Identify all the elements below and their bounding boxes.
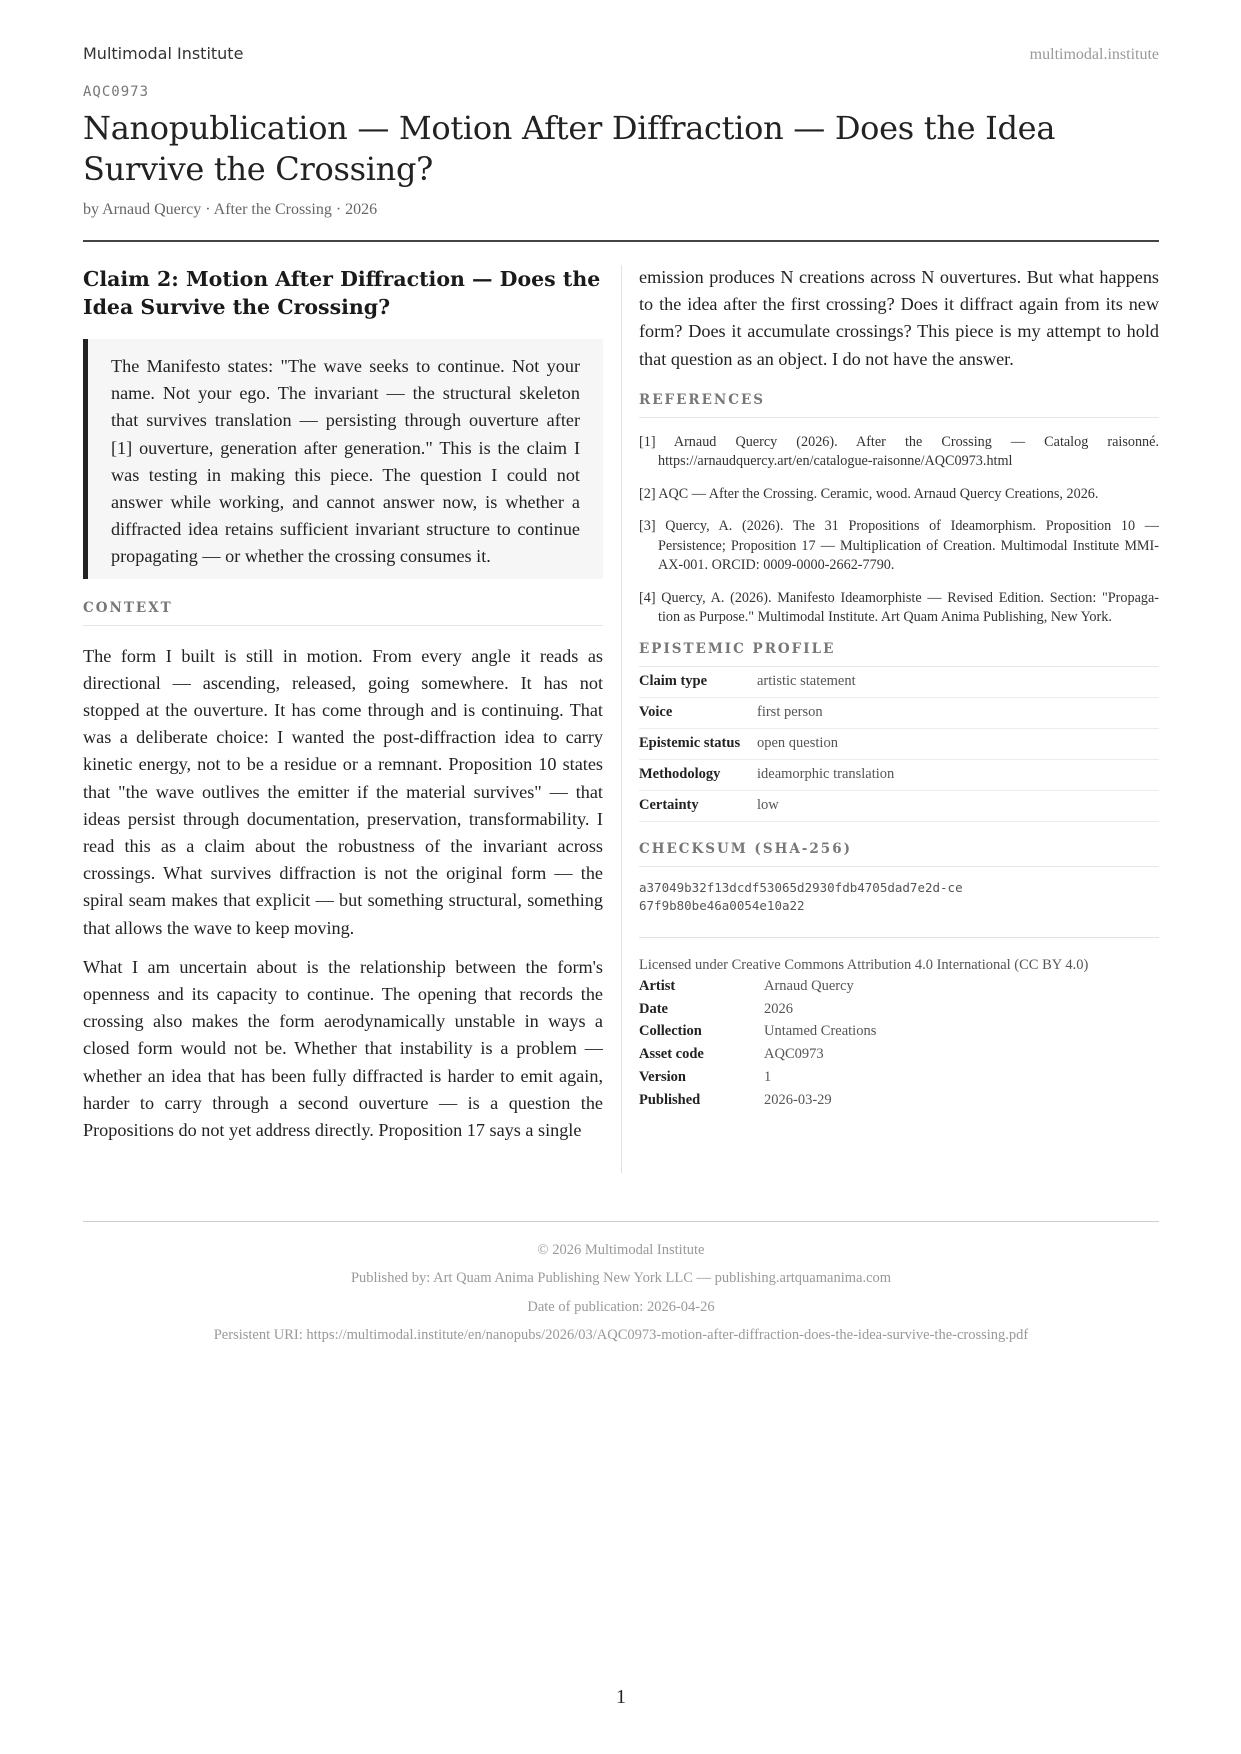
metadata-key: Published xyxy=(639,1091,701,1108)
metadata-key: Artist xyxy=(639,977,676,994)
context-paragraph-3: emission produces N creations across N ouvertures. But what happens to the idea after the first crossing? Does it diffract again from its new form? Does it accumulate crossings? This piece is my attempt to hold that question as an object. I do not have the answer. xyxy=(639,267,1159,369)
page-title: Nanopublication — Motion After Diffraction — Does the Idea Survive the Crossing? xyxy=(83,109,1056,188)
metadata-value: 2026-03-29 xyxy=(764,1091,832,1108)
profile-key: Claim type xyxy=(639,667,757,698)
column-divider xyxy=(621,265,622,1173)
epistemic-profile-label: EPISTEMIC PROFILE xyxy=(639,641,1159,667)
context-label: CONTEXT xyxy=(83,600,603,626)
metadata-value: Untamed Creations xyxy=(764,1023,877,1040)
brand-name: Multimodal Institute xyxy=(83,44,244,63)
footer-copyright: © 2026 Multimodal Institute xyxy=(537,1242,705,1258)
metadata-row xyxy=(639,999,1159,1022)
license-text: Licensed under Creative Commons Attribution 4.0 International (CC BY 4.0) xyxy=(639,956,1089,973)
references-list xyxy=(639,433,1159,628)
claim-quote-text: The Manifesto states: "The wave seeks to continue. Not your name. Not your ego. The invariant — the structural skeleton that survives translation — persisting through ouverture after [1] ouverture, generation after generation." This is the claim I was testing in making this piece. The question I could not answer while working, and cannot answer now, is whether a diffracted idea retains sufficient invariant structure to continue propagating — or whether the crossing consumes it. xyxy=(111,356,580,567)
profile-key: Voice xyxy=(639,697,757,728)
left-column xyxy=(83,265,603,1144)
checksum-label: CHECKSUM (SHA-256) xyxy=(639,841,1159,867)
right-column xyxy=(639,265,1159,1113)
footer-divider xyxy=(83,1221,1159,1222)
claim-title: Claim 2: Motion After Diffraction — Does the Idea Survive the Crossing? xyxy=(83,267,601,319)
profile-value: open question xyxy=(757,728,1159,759)
metadata-value: AQC0973 xyxy=(764,1046,824,1063)
metadata-list xyxy=(639,976,1159,1113)
metadata-value: Arnaud Quercy xyxy=(764,977,854,994)
reference-item: [2] AQC — After the Crossing. Ceramic, wood. Arnaud Quercy Creations, 2026. xyxy=(639,485,1099,502)
byline: by Arnaud Quercy · After the Crossing · 2026 xyxy=(83,201,378,218)
profile-key: Epistemic status xyxy=(639,728,757,759)
metadata-row xyxy=(639,1021,1159,1044)
reference-item: [4] Quercy, A. (2026). Manifesto Ideamorphiste — Revised Edition. Section: "Propaga-tion as Purpose." Multimodal Institute. Art Quam Anima Publishing, New York. xyxy=(639,589,1159,626)
metadata-key: Collection xyxy=(639,1023,702,1040)
site-url[interactable]: multimodal.institute xyxy=(1029,46,1159,63)
table-row xyxy=(639,790,1159,821)
metadata-row xyxy=(639,1044,1159,1067)
asset-code: AQC0973 xyxy=(83,84,150,100)
page-number: 1 xyxy=(616,1686,626,1708)
metadata-key: Asset code xyxy=(639,1046,704,1063)
metadata-key: Date xyxy=(639,1000,668,1017)
profile-value: ideamorphic translation xyxy=(757,759,1159,790)
top-bar xyxy=(83,44,1159,68)
profile-value: first person xyxy=(757,697,1159,728)
table-row xyxy=(639,667,1159,698)
references-label: REFERENCES xyxy=(639,392,1159,418)
metadata-row xyxy=(639,1067,1159,1090)
profile-key: Methodology xyxy=(639,759,757,790)
profile-value: artistic statement xyxy=(757,667,1159,698)
checksum-value: a37049b32f13dcdf53065d2930fdb4705dad7e2d-ce67f9b80be46a0054e10a22 xyxy=(639,879,963,913)
context-paragraph-1: The form I built is still in motion. From every angle it reads as directional — ascending, released, going somewhere. It has not stopped at the ouverture. It has come through and is continuing. That was a deliberate choice: I wanted the post-diffraction idea to carry kinetic energy, not to be a residue or a remnant. Proposition 10 states that "the wave outlives the emitter if the material survives" — that ideas persist through documentation, preservation, transformability. I read this as a claim about the robustness of the invariant across crossings. What survives diffraction is not the original form — the spiral seam makes that explicit — but something structural, something that allows the wave to keep moving. xyxy=(83,645,603,938)
table-row xyxy=(639,697,1159,728)
context-paragraph-2: What I am uncertain about is the relationship between the form's openness and its capacity to continue. The opening that records the crossing also makes the form aerodynamically unstable in ways a closed form would not be. Whether that instability is a problem — whether an idea that has been fully diffracted is harder to emit again, harder to carry through a second ouverture — is a question the Propositions do not yet address directly. Proposition 17 says a single xyxy=(83,956,603,1141)
footer-date: Date of publication: 2026-04-26 xyxy=(527,1298,715,1315)
reference-item[interactable]: [1] Arnaud Quercy (2026). After the Crossing — Catalog raisonné. https://arnaudquercy.art/en/catalogue-raisonne/AQC0973.html xyxy=(639,433,1159,470)
table-row xyxy=(639,728,1159,759)
profile-value: low xyxy=(757,790,1159,821)
epistemic-profile-table xyxy=(639,667,1159,822)
metadata-row xyxy=(639,1090,1159,1113)
metadata-key: Version xyxy=(639,1069,686,1085)
footer xyxy=(83,1240,1159,1353)
header-divider xyxy=(83,240,1159,242)
footer-publisher: Published by: Art Quam Anima Publishing New York LLC — publishing.artquamanima.com xyxy=(350,1270,892,1287)
reference-item: [3] Quercy, A. (2026). The 31 Propositions of Ideamorphism. Proposition 10 — Persistence; Proposition 17 — Multiplication of Creation. Multimodal Institute MMI-AX-001. ORCID: 0009-0000-2662-7790. xyxy=(639,518,1159,574)
metadata-value: 2026 xyxy=(764,1000,793,1017)
profile-key: Certainty xyxy=(639,790,757,821)
metadata-row xyxy=(639,976,1159,999)
table-row xyxy=(639,759,1159,790)
metadata-value: 1 xyxy=(764,1069,772,1085)
license-divider xyxy=(639,937,1159,938)
footer-uri[interactable]: Persistent URI: https://multimodal.institute/en/nanopubs/2026/03/AQC0973-motion-after-diffraction-does-the-idea-survive-the-crossing.pdf xyxy=(213,1326,1029,1343)
claim-quote xyxy=(83,339,603,579)
